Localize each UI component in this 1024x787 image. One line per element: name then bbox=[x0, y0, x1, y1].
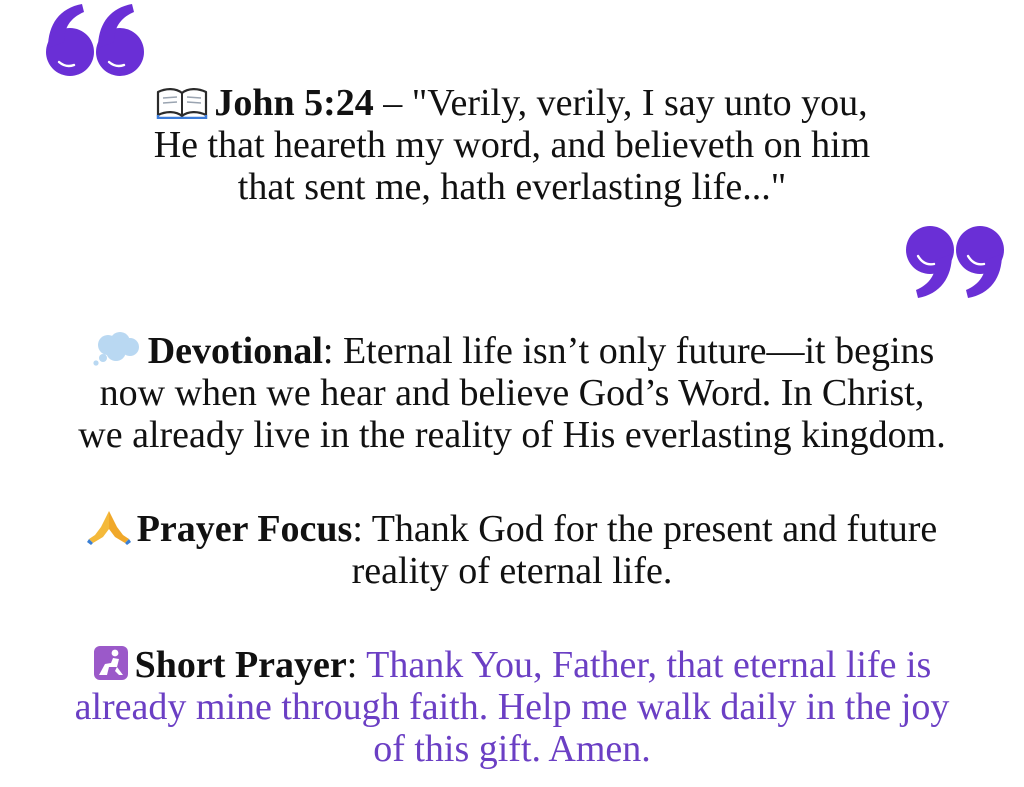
devotional-line-1 bbox=[0, 330, 1024, 372]
short-prayer-colon: : bbox=[346, 644, 367, 686]
prayer-focus-colon: : bbox=[352, 508, 372, 550]
short-prayer-text-1: Thank You, Father, that eternal life is bbox=[366, 644, 932, 686]
verse-dash: – bbox=[373, 82, 412, 124]
prayer-focus-line-2: reality of eternal life. bbox=[351, 550, 673, 592]
thought-bubble-icon bbox=[90, 331, 142, 367]
short-prayer-block bbox=[0, 644, 1024, 770]
short-prayer-line-1 bbox=[0, 644, 1024, 686]
prayer-focus-label: Prayer Focus bbox=[136, 508, 353, 550]
devotional-line-2: now when we hear and believe God’s Word. In Christ, bbox=[99, 372, 925, 414]
close-quote-icon bbox=[904, 224, 1006, 300]
verse-reference: John 5:24 bbox=[214, 82, 374, 124]
prayer-focus-text-1: Thank God for the present and future bbox=[371, 508, 938, 550]
verse-line-3: that sent me, hath everlasting life..." bbox=[237, 166, 787, 208]
short-prayer-line-2: already mine through faith. Help me walk daily in the joy bbox=[74, 686, 950, 728]
devotional-block bbox=[0, 330, 1024, 456]
devotional-label: Devotional bbox=[147, 330, 323, 372]
devotional-text-1: Eternal life isn’t only future—it begins bbox=[342, 330, 935, 372]
open-book-icon bbox=[156, 87, 208, 119]
short-prayer-line-3: of this gift. Amen. bbox=[373, 728, 651, 770]
prayer-focus-block bbox=[0, 508, 1024, 592]
praying-hands-icon bbox=[87, 509, 131, 545]
verse-text-1: "Verily, verily, I say unto you, bbox=[411, 82, 868, 124]
short-prayer-label: Short Prayer bbox=[134, 644, 347, 686]
verse-block bbox=[0, 82, 1024, 208]
open-quote-icon bbox=[44, 2, 146, 78]
verse-line-1 bbox=[0, 82, 1024, 124]
devotional-line-3: we already live in the reality of His everlasting kingdom. bbox=[78, 414, 946, 456]
devotional-colon: : bbox=[322, 330, 343, 372]
prayer-focus-line-1 bbox=[0, 508, 1024, 550]
verse-line-2: He that heareth my word, and believeth on him bbox=[153, 124, 871, 166]
prayer-place-icon bbox=[93, 645, 129, 681]
